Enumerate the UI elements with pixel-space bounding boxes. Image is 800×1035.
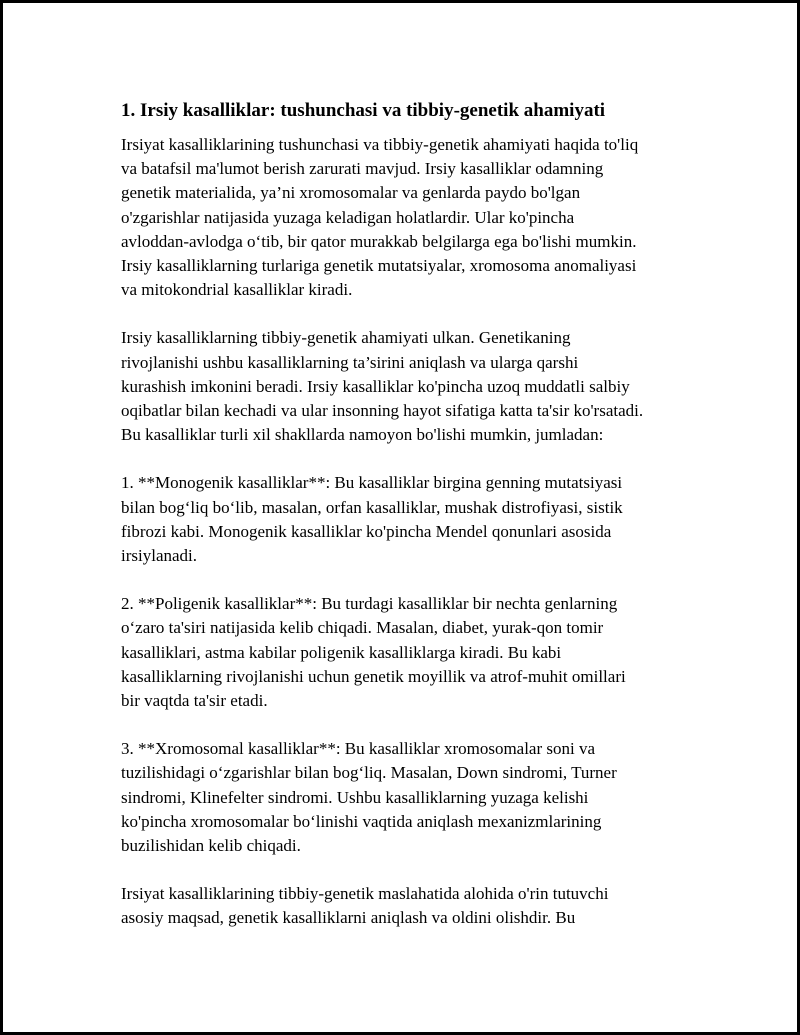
- text-line: o'zgarishlar natijasida yuzaga keladigan holatlardir. Ular ko'pincha: [121, 207, 575, 227]
- paragraph-gap: [121, 447, 691, 471]
- text-line: sindromi, Klinefelter sindromi. Ushbu kasalliklarning yuzaga kelishi: [121, 787, 589, 807]
- text-line: genetik materialida, ya’ni xromosomalar va genlarda paydo bo'lgan: [121, 183, 581, 203]
- text-line: Irsiyat kasalliklarining tushunchasi va tibbiy-genetik ahamiyati haqida to'liq: [121, 135, 639, 154]
- text-line: irsiylanadi.: [121, 546, 198, 566]
- text-line: avloddan-avlodga o‘tib, bir qator murakkab belgilarga ega bo'lishi mumkin.: [121, 231, 637, 251]
- text-line: kasalliklarning rivojlanishi uchun genetik moyillik va atrof-muhit omillari: [121, 666, 626, 686]
- section-heading: 1. Irsiy kasalliklar: tushunchasi va tibbiy-genetik ahamiyati: [121, 100, 606, 121]
- text-line: ko'pincha xromosomalar bo‘linishi vaqtida aniqlash mexanizmlarining: [121, 811, 602, 831]
- document-body: [121, 99, 691, 931]
- text-line: kurashish imkonini beradi. Irsiy kasalliklar ko'pincha uzoq muddatli salbiy: [121, 376, 630, 396]
- text-line: va mitokondrial kasalliklar kiradi.: [121, 280, 353, 300]
- text-line: va batafsil ma'lumot berish zarurati mavjud. Irsiy kasalliklar odamning: [121, 159, 604, 179]
- text-lines: [121, 133, 691, 931]
- text-line: asosiy maqsad, genetik kasalliklarni aniqlash va oldini olishdir. Bu: [121, 908, 576, 928]
- text-line: kasalliklari, astma kabilar poligenik kasalliklarga kiradi. Bu kabi: [121, 642, 562, 662]
- text-line: tuzilishidagi o‘zgarishlar bilan bog‘liq. Masalan, Down sindromi, Turner: [121, 763, 617, 783]
- paragraph-gap: [121, 568, 691, 592]
- text-line: o‘zaro ta'siri natijasida kelib chiqadi. Masalan, diabet, yurak-qon tomir: [121, 618, 604, 638]
- text-line: bir vaqtda ta'sir etadi.: [121, 691, 268, 711]
- text-line: Irsiy kasalliklarning turlariga genetik mutatsiyalar, xromosoma anomaliyasi: [121, 256, 637, 276]
- text-line: 2. **Poligenik kasalliklar**: Bu turdagi kasalliklar bir nechta genlarning: [121, 594, 618, 614]
- paragraph-gap: [121, 302, 691, 326]
- text-line: oqibatlar bilan kechadi va ular insonning hayot sifatiga katta ta'sir ko'rsatadi.: [121, 401, 644, 421]
- text-line: 3. **Xromosomal kasalliklar**: Bu kasalliklar xromosomalar soni va: [121, 739, 596, 759]
- text-line: Irsiyat kasalliklarining tibbiy-genetik maslahatida alohida o'rin tutuvchi: [121, 884, 609, 904]
- text-line: buzilishidan kelib chiqadi.: [121, 836, 301, 856]
- paragraph-gap: [121, 713, 691, 737]
- text-line: rivojlanishi ushbu kasalliklarning ta’sirini aniqlash va ularga qarshi: [121, 352, 579, 372]
- paragraph-gap: [121, 858, 691, 882]
- text-line: Bu kasalliklar turli xil shakllarda namoyon bo'lishi mumkin, jumladan:: [121, 425, 604, 445]
- text-line: bilan bog‘liq bo‘lib, masalan, orfan kasalliklar, mushak distrofiyasi, sistik: [121, 497, 623, 517]
- text-line: 1. **Monogenik kasalliklar**: Bu kasalliklar birgina genning mutatsiyasi: [121, 473, 623, 493]
- text-line: fibrozi kabi. Monogenik kasalliklar ko'pincha Mendel qonunlari asosida: [121, 521, 612, 541]
- text-line: Irsiy kasalliklarning tibbiy-genetik ahamiyati ulkan. Genetikaning: [121, 328, 571, 348]
